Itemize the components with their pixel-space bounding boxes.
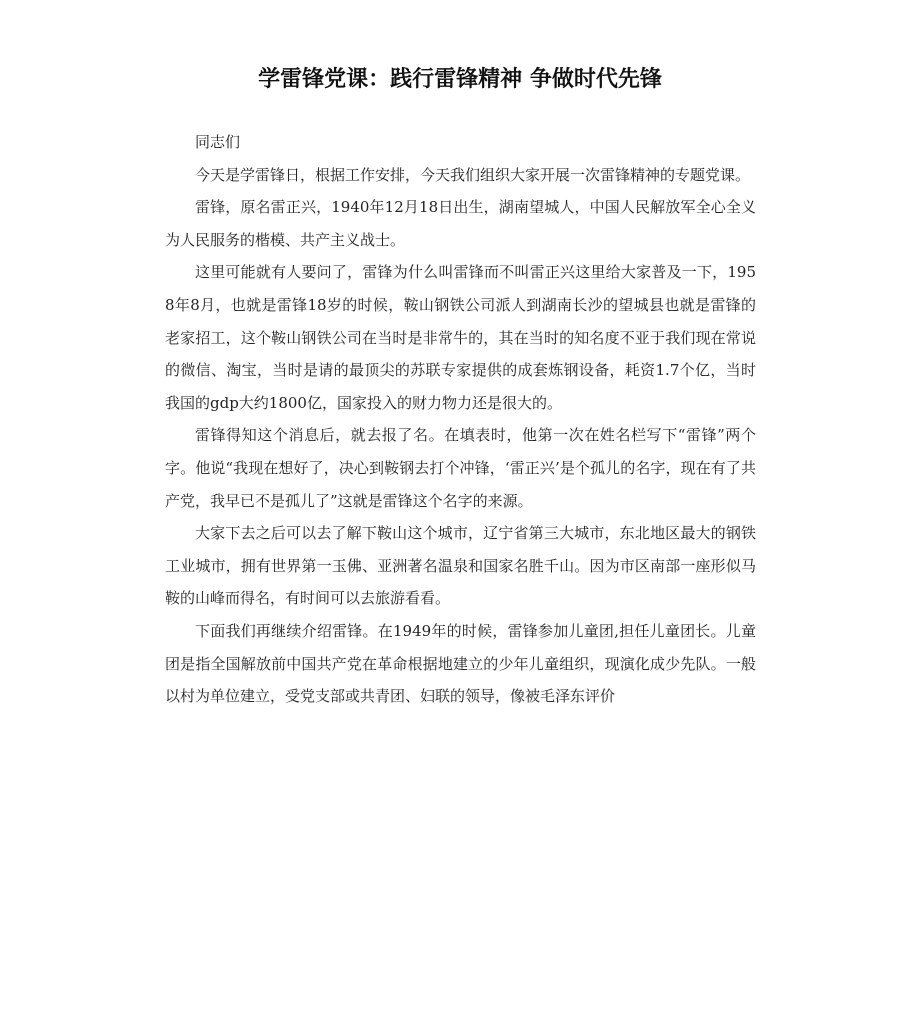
body-paragraph: 今天是学雷锋日，根据工作安排，今天我们组织大家开展一次雷锋精神的专题党课。 xyxy=(195,165,751,184)
body-paragraph: 大家下去之后可以去了解下鞍山这个城市，辽宁省第三大城市，东北地区最大的钢铁工业城市，拥有世界第一玉佛、亚洲著名温泉和国家名胜千山。因为市区南部一座形似马鞍的山峰而得名，有时间可以去旅游看看。 xyxy=(165,524,756,608)
body-paragraph: 雷锋得知这个消息后，就去报了名。在填表时，他第一次在姓名栏写下“雷锋”两个字。他说“我现在想好了，决心到鞍钢去打个冲锋，‘雷正兴’是个孤儿的名字，现在有了共产党，我早已不是孤儿了”这就是雷锋这个名字的来源。 xyxy=(165,426,756,510)
body-paragraph: 下面我们再继续介绍雷锋。在1949年的时候，雷锋参加儿童团,担任儿童团长。儿童团是指全国解放前中国共产党在革命根据地建立的少年儿童组织，现演化成少先队。一般以村为单位建立，受党支部或共青团、妇联的领导，像被毛泽东评价 xyxy=(165,621,756,706)
document-body xyxy=(165,126,756,713)
body-paragraph: 这里可能就有人要问了，雷锋为什么叫雷锋而不叫雷正兴这里给大家普及一下，1958年8月，也就是雷锋18岁的时候，鞍山钢铁公司派人到湖南长沙的望城县也就是雷锋的老家招工，这个鞍山钢铁公司在当时是非常牛的，其在当时的知名度不亚于我们现在常说的微信、淘宝，当时是请的最顶尖的苏联专家提供的成套炼钢设备，耗资1.7个亿，当时我国的gdp大约1800亿，国家投入的财力物力还是很大的。 xyxy=(165,263,756,412)
salutation-paragraph: 同志们 xyxy=(195,133,241,151)
body-paragraph: 雷锋，原名雷正兴，1940年12月18日出生，湖南望城人，中国人民解放军全心全义为人民服务的楷模、共产主义战士。 xyxy=(165,198,756,249)
document-title: 学雷锋党课：践行雷锋精神 争做时代先锋 xyxy=(258,67,662,92)
